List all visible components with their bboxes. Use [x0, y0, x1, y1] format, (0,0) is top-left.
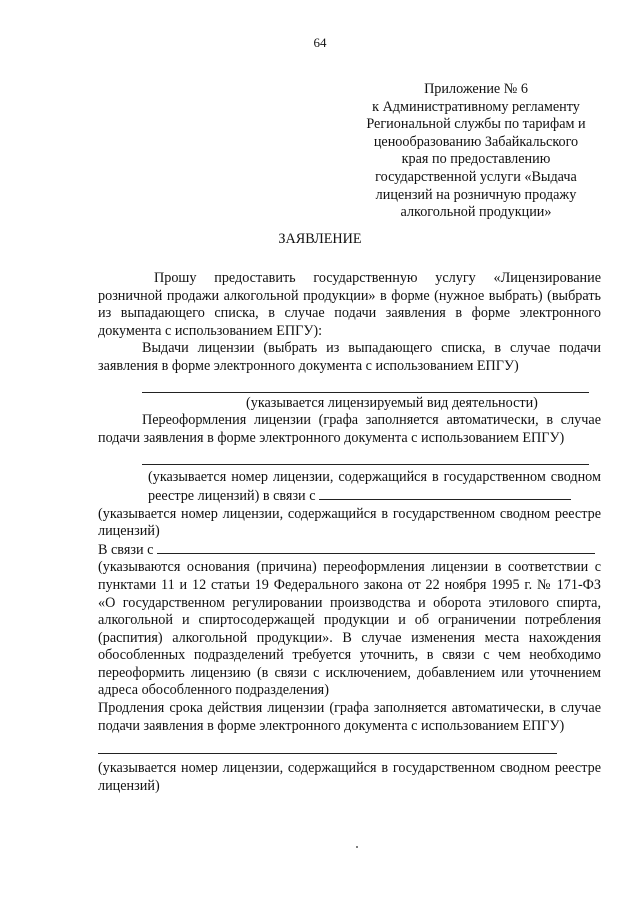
reasons-paragraph: (указываются основания (причина) переоформления лицензии в соответствии с пунктами 11 и 12 статьи 19 Федерального закона от 22 ноября 1995 г. № 171-ФЗ «О государственном регулировании производства и оборота этилового спирта, алкогольной и спиртосодержащей продукции и об ограничении потребления (распития) алкогольной продукции». В случае изменения места нахождения обособленных подразделений требуется уточнить, в связи с чем необходимо переоформить лицензию (в связи с исключением, добавлением или уточнением адреса обособленного подразделения) — [98, 559, 601, 699]
due-to-line — [98, 541, 601, 560]
reissue-reason-field[interactable] — [319, 487, 571, 500]
extension-license-field[interactable] — [98, 739, 557, 754]
appendix-header — [352, 81, 600, 222]
reissue-caption: (указывается номер лицензии, содержащийся в государственном сводном реестре лицензий) в связи с — [148, 469, 601, 504]
appendix-line: лицензий на розничную продажу — [375, 186, 577, 203]
issue-caption: (указывается лицензируемый вид деятельности) — [246, 394, 538, 411]
due-to-field[interactable] — [157, 541, 595, 554]
appendix-line: Региональной службы по тарифам и — [366, 116, 586, 133]
appendix-line: Приложение № 6 — [424, 81, 528, 97]
application-body — [98, 270, 601, 795]
license-activity-field[interactable] — [142, 378, 589, 393]
reissue-caption-block — [98, 469, 601, 505]
license-number-field[interactable] — [142, 450, 589, 465]
due-to-label: В связи с — [98, 541, 154, 558]
page-number: 64 — [313, 35, 327, 50]
document-title: ЗАЯВЛЕНИЕ — [278, 231, 362, 247]
appendix-line: государственной услуги «Выдача — [375, 168, 577, 185]
issue-heading: Выдачи лицензии (выбрать из выпадающего списка, в случае подачи заявления в форме электронного документа с использованием ЕПГУ) — [98, 340, 601, 374]
license-caption-1: (указывается номер лицензии, содержащийся в государственном сводном реестре лицензий) — [98, 505, 601, 540]
appendix-line: ценообразованию Забайкальского — [373, 133, 579, 150]
reissue-heading: Переоформления лицензии (графа заполняется автоматически, в случае подачи заявления в форме электронного документа с использованием ЕПГУ) — [98, 412, 601, 446]
license-caption-2: (указывается номер лицензии, содержащийся в государственном сводном реестре лицензий) — [98, 760, 601, 794]
scan-artifact-dot — [356, 846, 358, 848]
appendix-line: края по предоставлению — [401, 151, 551, 168]
appendix-line: к Административному регламенту — [372, 98, 580, 115]
extension-heading: Продления срока действия лицензии (графа заполняется автоматически, в случае подачи заявления в форме электронного документа с использованием ЕПГУ) — [98, 700, 601, 734]
appendix-line: алкогольной продукции» — [400, 204, 552, 221]
intro-paragraph: Прошу предоставить государственную услугу «Лицензирование розничной продажи алкогольной продукции» в форме (нужное выбрать) (выбрать из выпадающего списка, в случае подачи заявления в форме электронного документа с использованием ЕПГУ): — [98, 270, 601, 339]
